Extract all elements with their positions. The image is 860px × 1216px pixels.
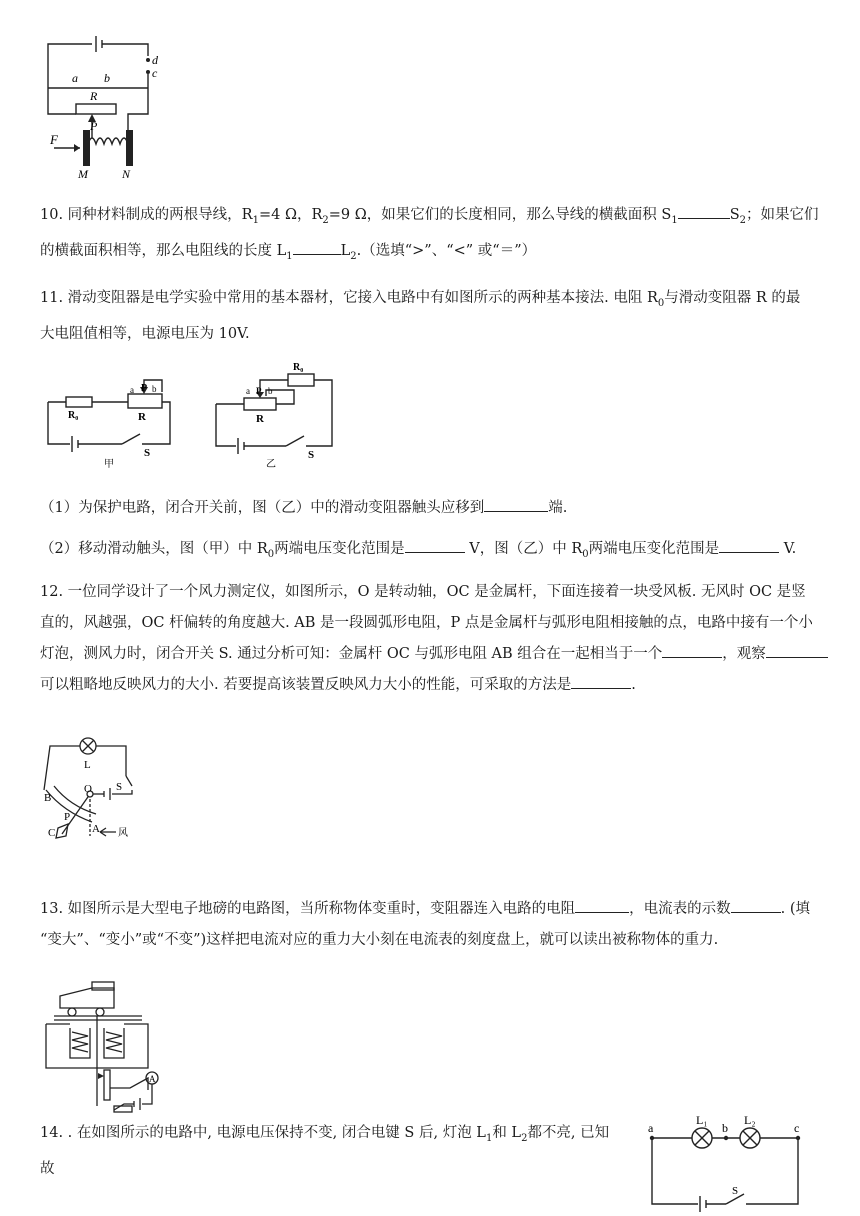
question-13: 13. 如图所示是大型电子地磅的电路图，当所称物体变重时，变阻器连入电路的电阻 ，电流表的示数 . (填 “变大”、“变小”或“不变”)这样把电流对应的重力大小刻在电流表的刻度盘上，就可以读出被称物体的重力. xyxy=(40,894,830,956)
label-R: R xyxy=(90,89,98,103)
svg-text:S: S xyxy=(144,447,151,459)
answer-blank-12c[interactable] xyxy=(571,674,631,689)
svg-text:a: a xyxy=(246,386,250,396)
svg-text:R₀: R₀ xyxy=(68,410,79,421)
caption-yi: 乙 xyxy=(266,459,276,470)
caption-jia: 甲 xyxy=(104,459,114,470)
answer-blank-12b[interactable] xyxy=(766,643,828,658)
label-M: M xyxy=(78,167,88,181)
answer-blank-11-2a[interactable] xyxy=(405,538,465,553)
label-N: N xyxy=(122,167,131,181)
svg-text:b: b xyxy=(722,1121,728,1135)
svg-text:R: R xyxy=(138,411,146,423)
question-11: 11. 滑动变阻器是电学实验中常用的基本器材，它接入电路中有如图所示的两种基本接法. 电阻 $R_0$与滑动变阻器 R 的最 大电阻值相等，电源电压为 10V. xyxy=(40,290,801,342)
svg-text:L₂: L₂ xyxy=(744,1113,756,1127)
question-14: 14. . 在如图所示的电路中, 电源电压保持不变, 闭合电键 S 后, 灯泡 $L_1$和 $L_2$都不亮, 已知故 xyxy=(40,1125,610,1177)
circuit-figure-yi xyxy=(210,362,342,470)
svg-text:O: O xyxy=(84,783,92,795)
label-P: P xyxy=(90,119,98,133)
wind-meter-figure xyxy=(40,738,148,840)
label-a: a xyxy=(72,71,78,85)
svg-text:S: S xyxy=(308,449,315,461)
ammeter-label: A xyxy=(149,1074,156,1084)
svg-text:b: b xyxy=(268,386,273,396)
answer-blank-12a[interactable] xyxy=(662,643,722,658)
svg-text:R: R xyxy=(256,413,264,425)
answer-blank-11-2b[interactable] xyxy=(719,538,779,553)
circuit-figure-jia xyxy=(44,372,184,470)
answer-blank-13b[interactable] xyxy=(731,898,781,913)
svg-text:a: a xyxy=(130,385,134,395)
svg-text:b: b xyxy=(152,384,157,394)
spring-rheostat-figure xyxy=(40,32,170,180)
question-10: 10. 同种材料制成的两根导线，$R_1=4$ Ω，$R_2=9$ Ω，如果它们的长度相同，那么导线的横截面积 $S_1$ $S_2$；如果它们 的横截面积相等，那么电阻线的长度 $L_1$ $L_2$.（选填“>”、“<” 或“＝”） xyxy=(40,200,830,272)
answer-blank-13a[interactable] xyxy=(575,898,629,913)
svg-text:风: 风 xyxy=(118,828,128,839)
svg-text:R₀: R₀ xyxy=(293,362,304,373)
svg-text:P: P xyxy=(141,383,148,394)
svg-text:C: C xyxy=(48,827,56,839)
series-lamps-circuit-figure xyxy=(640,1108,810,1212)
svg-text:L: L xyxy=(84,759,91,771)
question-12: 12. 一位同学设计了一个风力测定仪，如图所示，O 是转动轴，OC 是金属杆，下面连接着一块受风板. 无风时 OC 是竖 直的，风越强，OC 杆偏转的角度越大. AB 是一段圆弧形电阻，P 点是金属杆与弧形电阻相接触的点，电路中接有一个小 灯泡，测风力时，闭合开关 S. 通过分析可知：金属杆 OC 与弧形电阻 AB 组合在一起相当于一个 ，观察 可以粗略地反映风力的大小. 若要提高该装置反映风力大小的性能，可采取的方法是 . xyxy=(40,577,830,701)
label-F: F xyxy=(50,132,58,147)
question-11-part2: （2）移动滑动触头，图（甲）中 $R_0$两端电压变化范围是 V，图（乙）中 $R_0$两端电压变化范围是 V. xyxy=(40,534,830,570)
svg-text:P: P xyxy=(64,811,71,823)
label-c: c xyxy=(152,66,158,80)
svg-text:P: P xyxy=(256,386,262,396)
answer-blank-10b[interactable] xyxy=(293,240,341,255)
svg-text:B: B xyxy=(44,792,52,804)
svg-text:a: a xyxy=(648,1121,654,1135)
answer-blank-10a[interactable] xyxy=(678,204,730,219)
label-d: d xyxy=(152,53,158,67)
truck-scale-figure xyxy=(40,978,180,1118)
svg-text:A: A xyxy=(92,823,100,835)
label-b: b xyxy=(104,71,110,85)
svg-text:L₁: L₁ xyxy=(696,1113,708,1127)
svg-text:c: c xyxy=(794,1121,800,1135)
svg-text:S: S xyxy=(732,1185,739,1197)
svg-text:S: S xyxy=(116,781,123,793)
question-11-part1: （1）为保护电路，闭合开关前，图（乙）中的滑动变阻器触头应移到 端. xyxy=(40,493,830,524)
answer-blank-11-1[interactable] xyxy=(484,497,548,512)
